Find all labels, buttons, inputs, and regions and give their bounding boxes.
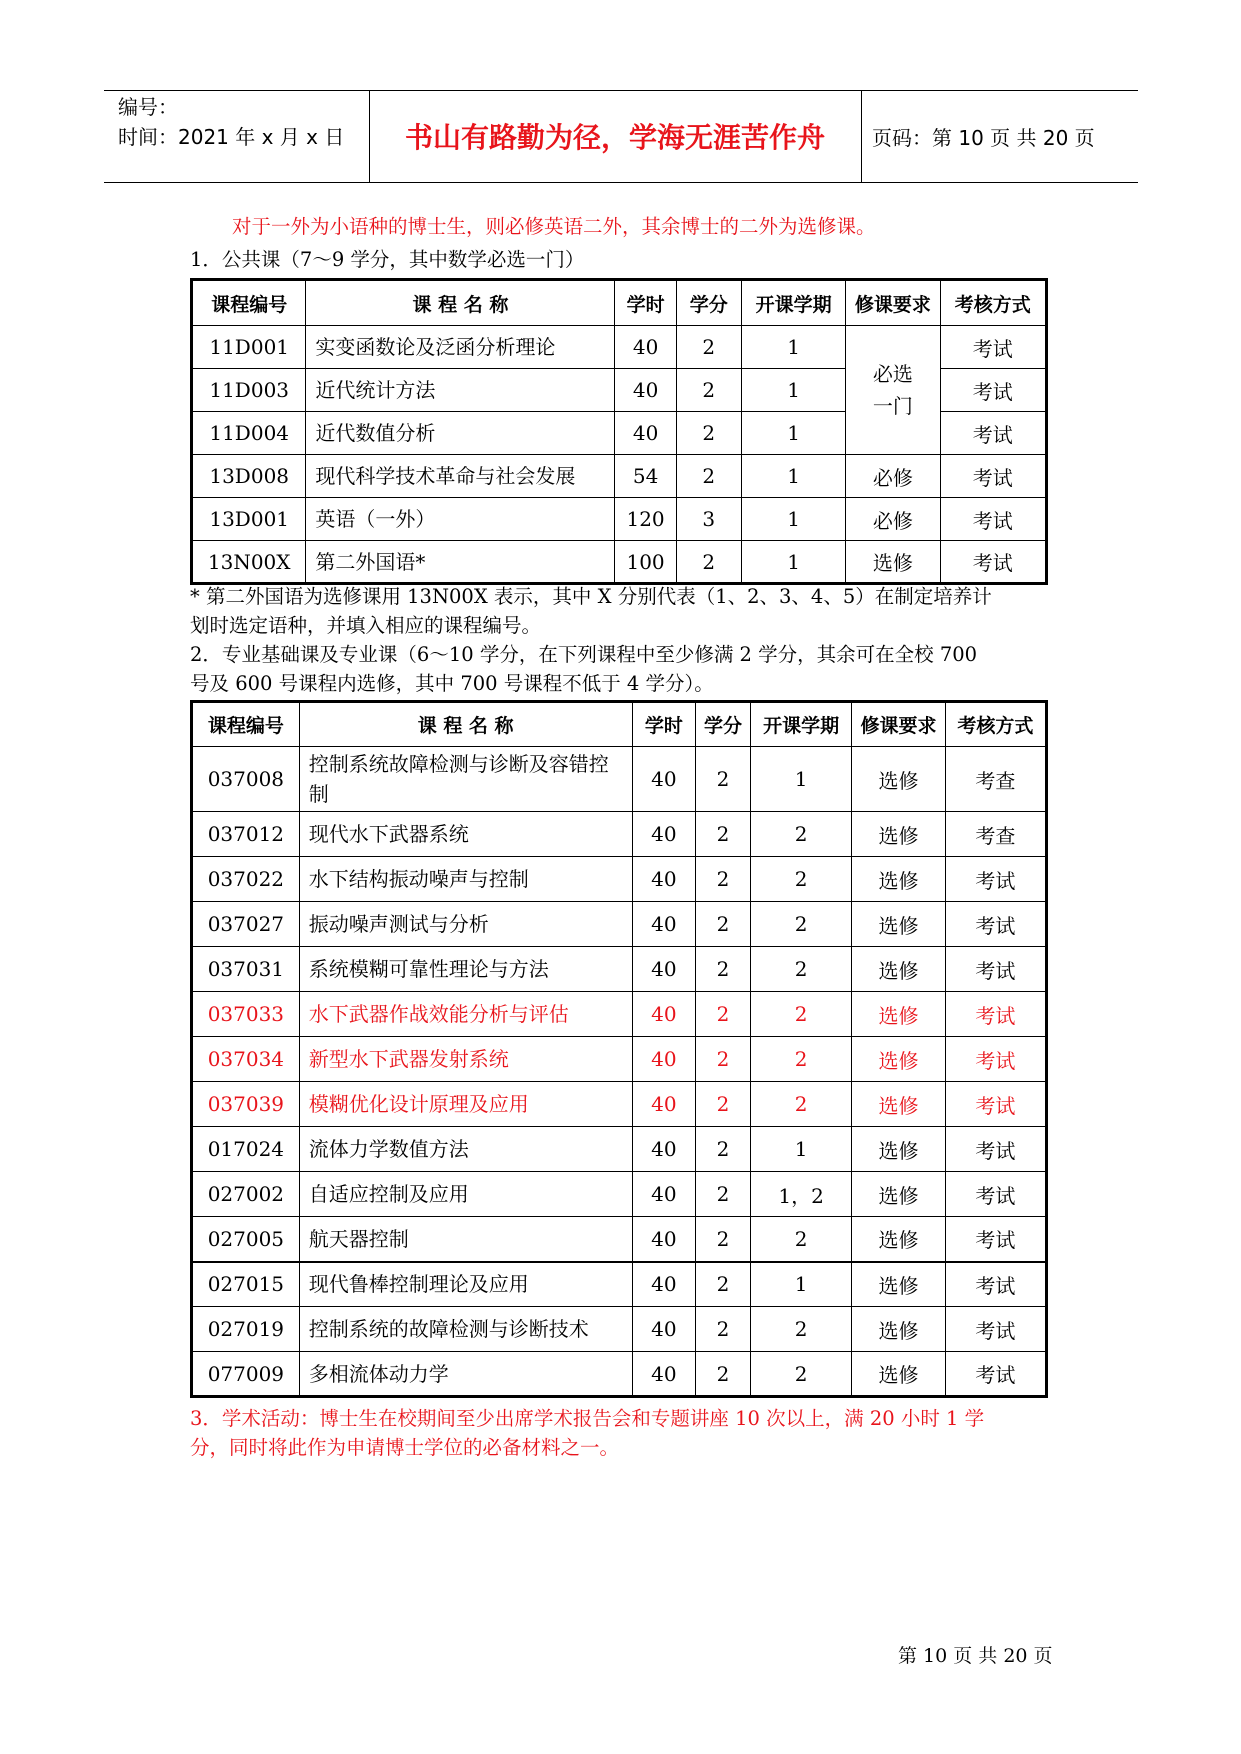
course-assessment: 考试 [940,326,1046,369]
course-assessment: 考试 [945,992,1046,1037]
course-name: 现代科学技术革命与社会发展 [306,455,615,498]
course-term: 2 [750,812,851,857]
elective-group-label: 必选一门 [872,362,913,418]
col-header-requirement: 修课要求 [846,280,940,326]
col-header-assessment: 考核方式 [940,280,1046,326]
course-requirement: 必修 [846,498,940,541]
course-code: 037033 [192,992,300,1037]
course-assessment: 考试 [945,1082,1046,1127]
course-hours: 40 [615,369,676,412]
course-code: 037027 [192,902,300,947]
course-term: 2 [750,947,851,992]
course-name: 振动噪声测试与分析 [299,902,632,947]
header-bottom-rule [104,182,1138,183]
course-code: 13N00X [192,541,306,584]
course-requirement: 选修 [852,902,945,947]
course-name: 水下武器作战效能分析与评估 [299,992,632,1037]
header-motto: 书山有路勤为径，学海无涯苦作舟 [404,121,825,154]
table-row [192,902,1047,947]
section2-title-line1: 2．专业基础课及专业课（6～10 学分，在下列课程中至少修满 2 学分，其余可在全校 700 [190,643,978,666]
course-name-text: 控制系统故障检测与诊断及容错控制 [308,752,609,806]
course-term: 1 [741,455,845,498]
course-hours: 40 [632,902,696,947]
course-hours: 40 [615,412,676,455]
section2-title-line2: 号及 600 号课程内选修，其中 700 号课程不低于 4 学分）。 [190,672,714,695]
table-row-highlighted [192,1037,1047,1082]
course-requirement: 选修 [852,1307,945,1352]
table-row-highlighted [192,1082,1047,1127]
course-hours: 54 [615,455,676,498]
course-name: 英语（一外） [306,498,615,541]
course-term: 1 [741,369,845,412]
section1-footnote-line2: 划时选定语种，并填入相应的课程编号。 [190,614,542,637]
course-requirement: 必修 [846,455,940,498]
course-credits: 2 [676,369,741,412]
course-name: 近代统计方法 [306,369,615,412]
course-code: 077009 [192,1352,300,1397]
course-credits: 2 [696,947,751,992]
course-name: 航天器控制 [299,1217,632,1262]
course-code: 13D001 [192,498,306,541]
table-header-row [192,280,1047,326]
header-time-label: 时间：2021 年 x 月 x 日 [118,125,345,149]
col-header-code: 课程编号 [192,702,300,747]
course-credits: 2 [696,1352,751,1397]
course-term: 1 [750,1127,851,1172]
table-header-row [192,702,1047,747]
course-code: 027019 [192,1307,300,1352]
course-requirement: 选修 [852,1172,945,1217]
course-assessment: 考试 [940,455,1046,498]
table-row [192,947,1047,992]
course-name: 系统模糊可靠性理论与方法 [299,947,632,992]
course-credits: 2 [696,992,751,1037]
course-hours: 40 [615,326,676,369]
intro-note: 对于一外为小语种的博士生，则必修英语二外，其余博士的二外为选修课。 [232,215,876,238]
course-term: 2 [750,992,851,1037]
table-row [192,498,1047,541]
course-requirement: 选修 [852,1127,945,1172]
course-hours: 40 [632,1352,696,1397]
course-requirement: 选修 [852,812,945,857]
elective-group-requirement [846,326,940,455]
course-term: 1，2 [750,1172,851,1217]
course-code: 11D004 [192,412,306,455]
course-term: 2 [750,1307,851,1352]
course-hours: 40 [632,1037,696,1082]
course-credits: 2 [696,902,751,947]
course-hours: 40 [632,992,696,1037]
header-divider-right [861,90,862,183]
course-hours: 120 [615,498,676,541]
course-hours: 40 [632,1082,696,1127]
specialty-course-table [190,700,1048,1398]
course-assessment: 考试 [945,1037,1046,1082]
course-code: 11D001 [192,326,306,369]
course-code: 037022 [192,857,300,902]
course-term: 1 [741,541,845,584]
course-hours: 40 [632,812,696,857]
section3-line2: 分，同时将此作为申请博士学位的必备材料之一。 [190,1436,620,1459]
course-hours: 40 [632,947,696,992]
course-assessment: 考试 [945,1172,1046,1217]
course-code: 027005 [192,1217,300,1262]
course-hours: 100 [615,541,676,584]
course-assessment: 考试 [940,541,1046,584]
course-credits: 2 [696,1262,751,1307]
header-top-rule [104,90,1138,91]
course-credits: 2 [676,455,741,498]
section3-line1: 3．学术活动：博士生在校期间至少出席学术报告会和专题讲座 10 次以上，满 20 小时 1 学 [190,1407,985,1430]
course-code: 037031 [192,947,300,992]
course-credits: 2 [696,857,751,902]
course-credits: 2 [696,812,751,857]
header-meta [118,92,344,152]
course-name: 水下结构振动噪声与控制 [299,857,632,902]
table-row [192,1262,1047,1307]
course-credits: 2 [696,1037,751,1082]
table-row [192,1127,1047,1172]
course-code: 027002 [192,1172,300,1217]
course-code: 027015 [192,1262,300,1307]
course-credits: 3 [676,498,741,541]
table-row [192,1307,1047,1352]
course-hours: 40 [632,1172,696,1217]
course-code: 037008 [192,747,300,812]
course-assessment: 考试 [945,1127,1046,1172]
course-assessment: 考试 [945,1352,1046,1397]
course-term: 2 [750,902,851,947]
course-credits: 2 [696,1172,751,1217]
course-assessment: 考查 [945,812,1046,857]
col-header-name: 课 程 名 称 [299,702,632,747]
course-credits: 2 [676,326,741,369]
course-term: 2 [750,1037,851,1082]
course-term: 1 [750,1262,851,1307]
course-name: 控制系统的故障检测与诊断技术 [299,1307,632,1352]
course-name: 新型水下武器发射系统 [299,1037,632,1082]
section1-footnote-line1: * 第二外国语为选修课用 13N00X 表示，其中 X 分别代表（1、2、3、4、5）在制定培养计 [190,585,992,608]
col-header-term: 开课学期 [750,702,851,747]
col-header-code: 课程编号 [192,280,306,326]
course-hours: 40 [632,1307,696,1352]
course-requirement: 选修 [852,857,945,902]
course-term: 2 [750,1217,851,1262]
course-assessment: 考试 [940,369,1046,412]
course-credits: 2 [676,541,741,584]
col-header-credits: 学分 [676,280,741,326]
section1-title: 1．公共课（7～9 学分，其中数学必选一门） [190,248,585,271]
course-assessment: 考试 [940,498,1046,541]
course-requirement: 选修 [852,1082,945,1127]
col-header-hours: 学时 [632,702,696,747]
course-name: 模糊优化设计原理及应用 [299,1082,632,1127]
course-code: 037039 [192,1082,300,1127]
course-hours: 40 [632,1262,696,1307]
col-header-hours: 学时 [615,280,676,326]
course-term: 1 [750,747,851,812]
course-name: 现代鲁棒控制理论及应用 [299,1262,632,1307]
course-assessment: 考试 [945,947,1046,992]
table-row-highlighted [192,992,1047,1037]
course-name [299,747,632,812]
course-hours: 40 [632,1217,696,1262]
course-credits: 2 [676,412,741,455]
course-term: 1 [741,498,845,541]
course-assessment: 考试 [945,857,1046,902]
course-assessment: 考试 [945,1217,1046,1262]
course-name: 自适应控制及应用 [299,1172,632,1217]
table-row [192,857,1047,902]
public-course-table [190,278,1048,585]
header-number-label: 编号： [118,95,178,119]
course-requirement: 选修 [852,992,945,1037]
table-row [192,1217,1047,1262]
course-name: 多相流体动力学 [299,1352,632,1397]
course-credits: 2 [696,1082,751,1127]
table-row [192,541,1047,584]
course-assessment: 考查 [945,747,1046,812]
course-name: 实变函数论及泛函分析理论 [306,326,615,369]
course-code: 037034 [192,1037,300,1082]
course-term: 2 [750,1082,851,1127]
course-assessment: 考试 [945,1307,1046,1352]
course-requirement: 选修 [852,1352,945,1397]
course-credits: 2 [696,1217,751,1262]
course-term: 1 [741,326,845,369]
course-name: 现代水下武器系统 [299,812,632,857]
col-header-assessment: 考核方式 [945,702,1046,747]
col-header-credits: 学分 [696,702,751,747]
course-requirement: 选修 [852,947,945,992]
course-code: 037012 [192,812,300,857]
table-row [192,326,1047,369]
course-code: 017024 [192,1127,300,1172]
col-header-name: 课 程 名 称 [306,280,615,326]
page-footer: 第 10 页 共 20 页 [898,1645,1053,1667]
course-credits: 2 [696,747,751,812]
course-hours: 40 [632,1127,696,1172]
course-requirement: 选修 [852,1037,945,1082]
course-name: 第二外国语* [306,541,615,584]
header-page-label: 页码：第 10 页 共 20 页 [872,126,1095,150]
table-row [192,1352,1047,1397]
col-header-requirement: 修课要求 [852,702,945,747]
course-term: 2 [750,1352,851,1397]
course-name: 近代数值分析 [306,412,615,455]
course-requirement: 选修 [852,747,945,812]
course-requirement: 选修 [852,1262,945,1307]
course-term: 1 [741,412,845,455]
col-header-term: 开课学期 [741,280,845,326]
course-hours: 40 [632,857,696,902]
course-credits: 2 [696,1307,751,1352]
table-row [192,747,1047,812]
course-assessment: 考试 [945,902,1046,947]
course-code: 13D008 [192,455,306,498]
course-requirement: 选修 [852,1217,945,1262]
course-hours: 40 [632,747,696,812]
table-row [192,1172,1047,1217]
course-requirement: 选修 [846,541,940,584]
course-term: 2 [750,857,851,902]
table-row [192,455,1047,498]
course-code: 11D003 [192,369,306,412]
course-name: 流体力学数值方法 [299,1127,632,1172]
course-credits: 2 [696,1127,751,1172]
table-row [192,812,1047,857]
course-assessment: 考试 [940,412,1046,455]
course-assessment: 考试 [945,1262,1046,1307]
